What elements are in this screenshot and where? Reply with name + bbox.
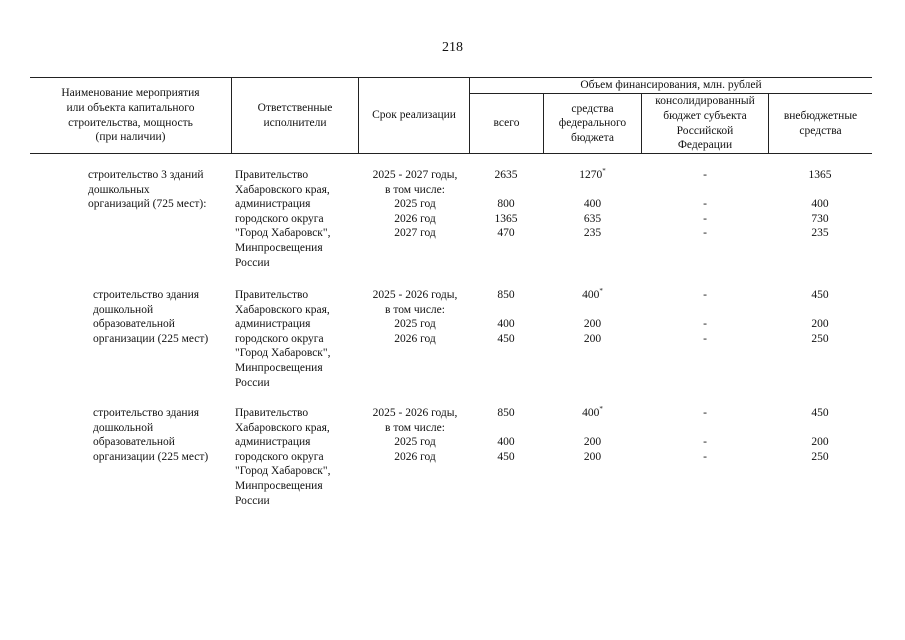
row-executors-line: Минпросвещения	[235, 241, 323, 254]
row-term-line: в том числе:	[385, 303, 445, 316]
header-name	[30, 78, 231, 153]
row-name	[93, 406, 241, 464]
row-name-line: организации (225 мест)	[93, 332, 209, 345]
header-name-line: строительства, мощность	[68, 116, 193, 129]
row-name-line: дошкольной	[93, 421, 154, 434]
row-executors-line: Хабаровского края,	[235, 421, 330, 434]
row-consolidated-value: -	[703, 450, 707, 463]
row-executors	[235, 406, 360, 508]
header-consolidated	[642, 94, 768, 153]
row-name-line: образовательной	[93, 436, 175, 449]
row-extra-value: 250	[811, 450, 829, 463]
row-federal-value: 200	[583, 318, 602, 331]
header-total	[470, 94, 543, 153]
row-executors	[235, 168, 360, 270]
row-extra-value: 450	[811, 407, 829, 419]
row-federal-value-marked	[545, 168, 640, 183]
row-executors-line: Правительство	[235, 407, 309, 419]
row-name-line: строительство 3 зданий	[88, 169, 204, 181]
header-extra-line: внебюджетные	[783, 109, 858, 122]
row-extra-value: 730	[811, 212, 829, 225]
row-extra-value: 1365	[808, 169, 832, 181]
row-federal	[545, 168, 640, 241]
row-term-line: 2025 - 2026 годы,	[372, 289, 458, 301]
row-name	[88, 168, 236, 212]
row-name-line: образовательной	[93, 318, 175, 331]
row-executors	[235, 288, 360, 390]
row-executors-line: администрация	[235, 318, 311, 331]
header-extra	[769, 94, 872, 153]
header-name-line: Наименование мероприятия	[61, 87, 200, 100]
row-executors-line: Минпросвещения	[235, 361, 323, 374]
row-federal-value: 1270	[579, 169, 603, 181]
row-total	[470, 168, 542, 241]
row-executors-line: Минпросвещения	[235, 479, 323, 492]
row-total-value: 400	[497, 318, 515, 331]
row-executors-line: "Город Хабаровск",	[235, 227, 331, 240]
row-federal-value: 400	[582, 289, 600, 301]
row-name-line: строительство здания	[93, 289, 200, 301]
row-consolidated-value: -	[703, 436, 707, 449]
header-bottom-rule	[30, 153, 872, 154]
row-consolidated	[643, 168, 767, 241]
row-term-line: в том числе:	[385, 183, 445, 196]
row-consolidated	[643, 288, 767, 346]
row-total-value	[470, 183, 542, 198]
row-executors-line: "Город Хабаровск",	[235, 465, 331, 478]
row-executors-line: Правительство	[235, 289, 309, 301]
row-federal-value	[545, 303, 640, 318]
row-term	[362, 168, 468, 241]
row-executors-line: России	[235, 494, 270, 507]
footnote-mark: *	[599, 405, 603, 413]
row-name-line: организации (225 мест)	[93, 450, 209, 463]
row-federal-value-marked	[545, 288, 640, 303]
row-consolidated-value: -	[703, 289, 707, 301]
row-name-line: дошкольных	[88, 183, 150, 196]
row-executors-line: России	[235, 376, 270, 389]
header-federal-line: бюджета	[571, 131, 614, 144]
row-name-line: строительство здания	[93, 407, 200, 419]
row-term-line: 2025 год	[394, 436, 436, 449]
row-extra-value	[770, 421, 870, 436]
row-total	[470, 406, 542, 464]
row-total-value: 850	[497, 407, 515, 419]
row-total-value: 1365	[494, 212, 518, 225]
header-funding-group	[470, 78, 872, 93]
page-number: 218	[442, 40, 463, 55]
row-federal-value: 635	[583, 212, 602, 225]
row-consolidated-value: -	[703, 227, 707, 240]
header-term-text: Срок реализации	[372, 109, 456, 122]
header-federal-line: средства	[571, 102, 614, 115]
row-term-line: 2027 год	[394, 227, 436, 240]
row-federal	[545, 288, 640, 346]
row-consolidated	[643, 406, 767, 464]
header-executors-line: Ответственные	[257, 101, 333, 114]
row-federal-value	[545, 183, 640, 198]
header-federal	[544, 94, 641, 153]
row-term-line: 2025 - 2027 годы,	[372, 169, 458, 181]
row-term-line: 2026 год	[394, 450, 436, 463]
row-extra-value: 250	[811, 332, 829, 345]
header-name-line: (при наличии)	[95, 131, 166, 144]
header-consolidated-line: Федерации	[677, 139, 733, 152]
row-total-value	[470, 303, 542, 318]
footnote-mark: *	[602, 167, 606, 175]
row-extra-value	[770, 183, 870, 198]
row-term-line: 2025 год	[394, 198, 436, 211]
row-executors-line: городского округа	[235, 332, 324, 345]
row-executors-line: городского округа	[235, 212, 324, 225]
row-federal-value	[545, 421, 640, 436]
row-extra	[770, 168, 870, 241]
row-executors-line: администрация	[235, 198, 311, 211]
row-extra-value: 235	[811, 227, 829, 240]
row-total-value: 470	[497, 227, 515, 240]
row-federal-value: 200	[583, 332, 602, 345]
row-extra	[770, 406, 870, 464]
row-extra-value: 400	[811, 198, 829, 211]
row-consolidated-value: -	[703, 212, 707, 225]
header-consolidated-line: консолидированный	[655, 95, 755, 108]
header-term	[359, 78, 469, 153]
row-total	[470, 288, 542, 346]
row-executors-line: администрация	[235, 436, 311, 449]
footnote-mark: *	[599, 287, 603, 295]
header-consolidated-line: бюджет субъекта	[663, 109, 747, 122]
row-extra	[770, 288, 870, 346]
header-funding-text: Объем финансирования, млн. рублей	[580, 79, 762, 92]
header-federal-line: федерального	[558, 117, 627, 130]
row-federal-value-marked	[545, 406, 640, 421]
row-total-value: 450	[497, 450, 515, 463]
row-federal-value: 400	[582, 407, 600, 419]
row-federal	[545, 406, 640, 464]
row-term-line: 2026 год	[394, 332, 436, 345]
row-federal-value: 200	[583, 450, 602, 463]
row-term-line: 2025 год	[394, 318, 436, 331]
row-term	[362, 406, 468, 464]
row-name-line: дошкольной	[93, 303, 154, 316]
row-term-line: 2026 год	[394, 212, 436, 225]
row-total-value: 400	[497, 436, 515, 449]
header-total-text: всего	[493, 117, 520, 130]
header-executors-line: исполнители	[263, 116, 327, 129]
row-federal-value: 400	[583, 198, 602, 211]
row-extra-value	[770, 303, 870, 318]
row-consolidated-value: -	[703, 318, 707, 331]
row-federal-value: 200	[583, 436, 602, 449]
row-total-value: 2635	[494, 169, 518, 181]
row-total-value	[470, 421, 542, 436]
row-consolidated-value: -	[703, 198, 707, 211]
row-consolidated-value	[643, 183, 767, 198]
row-total-value: 850	[497, 289, 515, 301]
header-extra-line: средства	[799, 124, 842, 137]
header-executors	[232, 78, 358, 153]
header-name-line: или объекта капитального	[66, 101, 195, 114]
row-consolidated-value: -	[703, 332, 707, 345]
row-executors-line: Хабаровского края,	[235, 303, 330, 316]
row-total-value: 800	[497, 198, 515, 211]
row-term-line: в том числе:	[385, 421, 445, 434]
row-executors-line: Правительство	[235, 169, 309, 181]
row-term-line: 2025 - 2026 годы,	[372, 407, 458, 419]
row-consolidated-value: -	[703, 169, 707, 181]
row-extra-value: 450	[811, 289, 829, 301]
row-name-line: организаций (725 мест):	[88, 198, 207, 211]
header-consolidated-line: Российской	[676, 124, 734, 137]
row-executors-line: городского округа	[235, 450, 324, 463]
row-extra-value: 200	[811, 436, 829, 449]
row-name	[93, 288, 241, 346]
row-consolidated-value	[643, 303, 767, 318]
row-consolidated-value: -	[703, 407, 707, 419]
row-consolidated-value	[643, 421, 767, 436]
row-executors-line: Хабаровского края,	[235, 183, 330, 196]
row-executors-line: "Город Хабаровск",	[235, 347, 331, 360]
row-term	[362, 288, 468, 346]
row-executors-line: России	[235, 256, 270, 269]
row-extra-value: 200	[811, 318, 829, 331]
row-total-value: 450	[497, 332, 515, 345]
row-federal-value: 235	[583, 227, 602, 240]
